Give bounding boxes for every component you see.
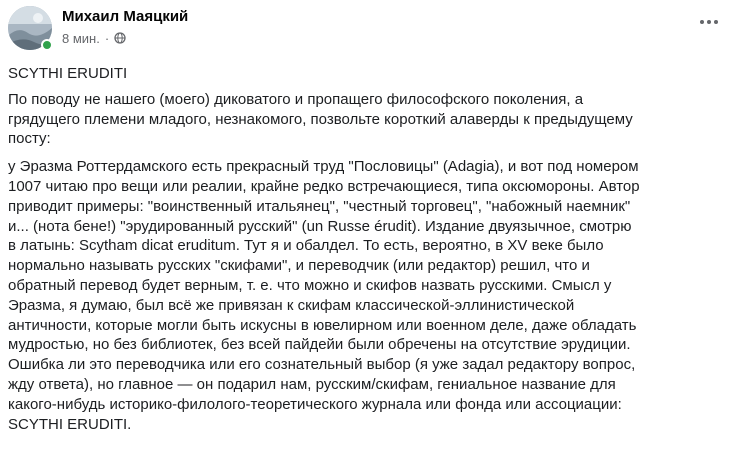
post-paragraph-1 [8,90,724,149]
text-line: обратный перевод будет верным, т. е. что можно и скифов назвать русскими. Смысл у [8,276,612,294]
text-line: у Эразма Роттердамского есть прекрасный труд "Пословицы" (Adagia), и вот под номером [8,158,639,176]
post-time[interactable]: 8 мин. [62,30,100,46]
meta-separator: · [104,30,110,46]
author-name[interactable]: Михаил Маяцкий [62,8,189,25]
text-line: нормально называть русских "скифами", и переводчик (или редактор) решил, что и [8,257,590,275]
more-options-icon [700,20,704,24]
text-line: и... (нота бене!) "эрудированный русский" (un Russe érudit). Издание двуязычное, смотрю [8,217,632,235]
post-title: SCYTHI ERUDITI [8,65,128,82]
text-line: посту: [8,130,51,148]
text-line: Ошибка ли это переводчика или его сознательный выбор (я уже задал редактору вопрос, [8,356,636,374]
globe-icon[interactable] [114,32,126,44]
post-header [8,6,724,50]
online-status-icon [41,39,53,51]
text-line: 1007 читаю про вещи или реалии, крайне редко встречающиеся, типа оксюмороны. Автор [8,177,640,195]
text-line: жду ответа), но главное — он подарил нам, русским/скифам, гениальное название для [8,375,616,393]
text-line: грядущего племени младого, незнакомого, позвольте короткий алаверды к предыдущему [8,110,633,128]
text-line: SCYTHI ERUDITI. [8,415,132,433]
more-options-icon [714,20,718,24]
post-body [8,64,724,434]
more-options-icon [707,20,711,24]
text-line: Эразма, я думаю, был всё же привязан к скифам классической-эллинистической [8,296,575,314]
more-options-button[interactable] [694,12,724,32]
text-line: какого-нибудь историко-филолого-теоретического журнала или фонда или ассоциации: [8,395,622,413]
text-line: мудростью, но без библиотек, без всей пайдейи были обречены на отсутствие эрудиции. [8,336,631,354]
post-paragraph-2 [8,157,724,434]
post-meta [62,30,126,46]
text-line: античности, которые могли быть искусны в ювелирном или военном деле, даже обладать [8,316,637,334]
text-line: в латынь: Scytham dicat eruditum. Тут я и обалдел. То есть, вероятно, в XV веке было [8,237,604,255]
text-line: приводит примеры: "воинственный итальянец", "честный торговец", "набожный наемник" [8,197,631,215]
text-line: По поводу не нашего (моего) диковатого и пропащего философского поколения, а [8,90,584,108]
